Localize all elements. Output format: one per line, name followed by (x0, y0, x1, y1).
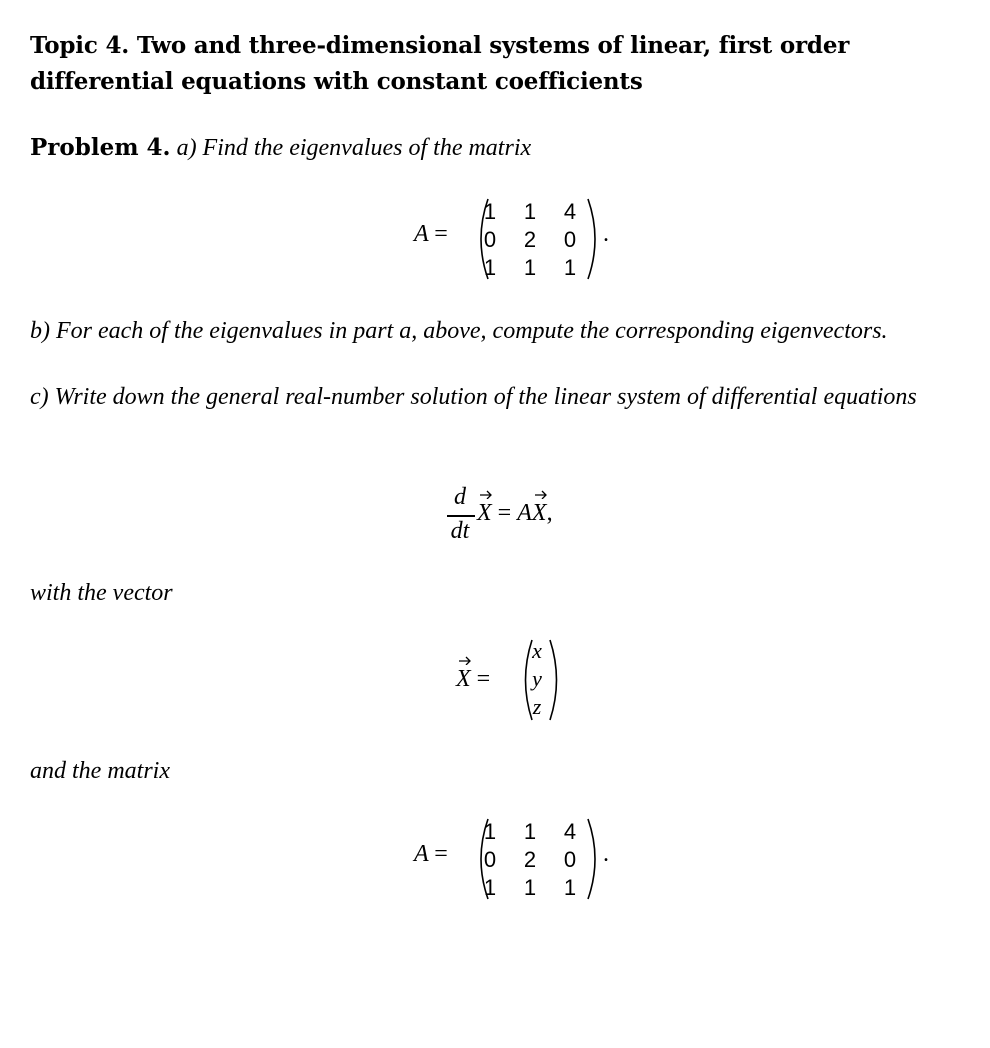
vector-x: X (456, 666, 471, 693)
vector-entry: z (532, 694, 542, 719)
matrix-symbol: A (517, 500, 532, 526)
vector-arrow-icon (458, 655, 472, 665)
fraction-numerator: d (454, 484, 466, 510)
matrix-equation-1 (414, 197, 614, 281)
matrix-cell: 0 (563, 227, 577, 252)
fraction-bar (447, 515, 475, 517)
vector-entry: y (532, 666, 542, 691)
matrix-cell: 1 (563, 875, 577, 900)
problem-part-a (30, 129, 531, 167)
matrix-cell: 1 (483, 875, 497, 900)
matrix-cell: 4 (563, 819, 577, 844)
matrix-period: . (603, 221, 609, 247)
part-a-text: a) Find the eigenvalues of the matrix (176, 135, 532, 161)
matrix-cell: 2 (523, 847, 537, 872)
vector-definition (454, 636, 584, 726)
matrix-cell: 1 (523, 875, 537, 900)
right-paren-icon (546, 638, 566, 722)
matrix-period: . (603, 841, 609, 867)
topic-heading: Topic 4. Two and three-dimensional systems of linear, first order differential equations with constant coefficients (30, 32, 850, 95)
problem-part-c: c) Write down the general real-number solution of the linear system of differential equations (30, 384, 917, 410)
matrix-cell: 1 (523, 819, 537, 844)
matrix-cell: 0 (563, 847, 577, 872)
matrix-symbol: A (414, 221, 429, 247)
matrix-cell: 1 (483, 819, 497, 844)
equals-sign: = (470, 666, 491, 692)
matrix-cell: 1 (523, 199, 537, 224)
matrix-cell: 4 (563, 199, 577, 224)
differential-equation (446, 484, 646, 548)
problem-label: Problem 4. (30, 134, 171, 161)
matrix-cell: 1 (523, 255, 537, 280)
matrix-cell: 1 (483, 255, 497, 280)
equals-sign: = (491, 500, 518, 526)
vector-entry: x (532, 638, 542, 663)
equals-sign: = (434, 221, 448, 247)
vector-x: X (532, 500, 547, 527)
problem-part-b: b) For each of the eigenvalues in part a, above, compute the corresponding eigenvectors. (30, 318, 888, 344)
matrix-cell: 2 (523, 227, 537, 252)
matrix-equation-2 (414, 817, 614, 901)
fraction-denominator: dt (450, 518, 470, 544)
comma: , (546, 500, 553, 526)
and-matrix-text: and the matrix (30, 758, 170, 784)
vector-arrow-icon (479, 489, 493, 499)
vector-arrow-icon (534, 489, 548, 499)
matrix-cell: 1 (483, 199, 497, 224)
matrix-cell: 1 (563, 255, 577, 280)
with-vector-text: with the vector (30, 580, 173, 606)
vector-x: X (477, 500, 492, 527)
equals-sign: = (434, 841, 448, 867)
matrix-cell: 0 (483, 847, 497, 872)
matrix-cell: 0 (483, 227, 497, 252)
matrix-symbol: A (414, 841, 429, 867)
